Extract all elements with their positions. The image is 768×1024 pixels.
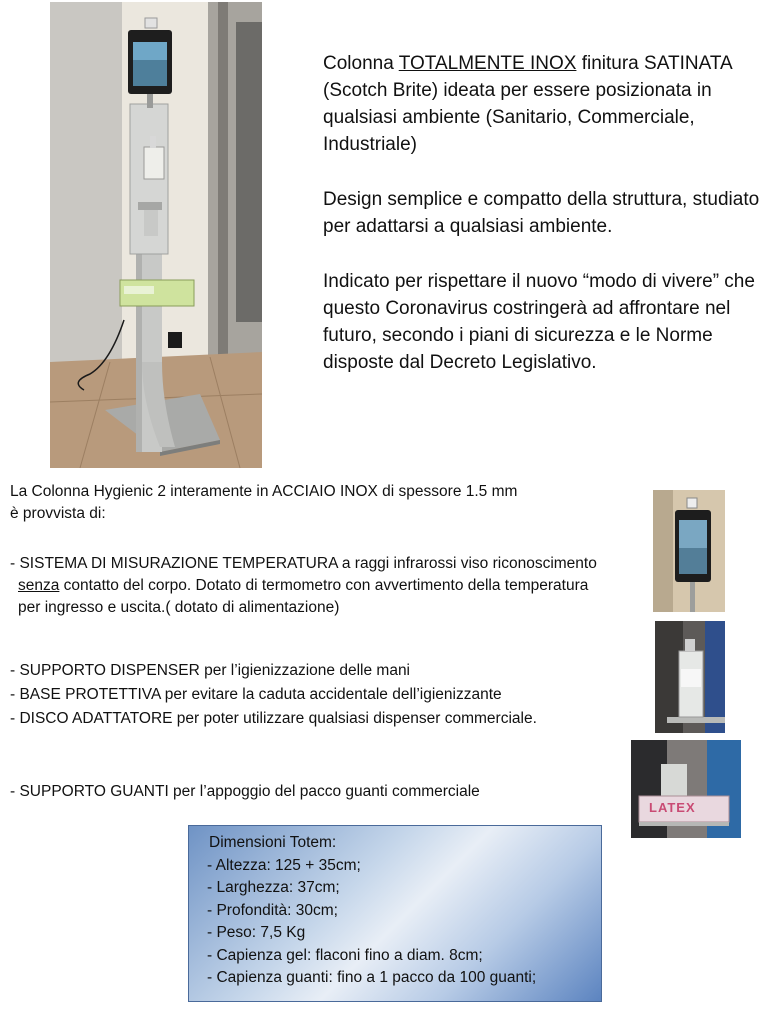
- intro-paragraph-2: [323, 186, 763, 240]
- totem-column-illustration: [50, 2, 262, 468]
- intro-p1-suffix: finitura SATINATA (Scotch Brite) ideata per essere posizionata in qualsiasi ambiente (Sanitario, Commerciale, Industriale): [323, 53, 732, 155]
- dimension-item: - Altezza: 125 + 35cm;: [207, 856, 361, 874]
- thumbnail-tablet: [653, 490, 725, 612]
- guanti-line: - SUPPORTO GUANTI per l’appoggio del pacco guanti commerciale: [10, 783, 480, 800]
- glove-box-label: LATEX: [649, 800, 696, 815]
- temp-line-1: - SISTEMA DI MISURAZIONE TEMPERATURA a raggi infrarossi viso riconoscimento: [10, 555, 597, 572]
- gel-bottle-thumbnail-image: [655, 621, 725, 733]
- base-line: - BASE PROTETTIVA per evitare la caduta accidentale dell’igienizzante: [10, 686, 502, 703]
- dimensions-box: [188, 825, 602, 1002]
- thumbnail-gel-bottle: [655, 621, 725, 733]
- intro-paragraph-1: [323, 50, 763, 158]
- temp-line-3: per ingresso e uscita.( dotato di alimentazione): [18, 599, 340, 616]
- intro-p3-text: Indicato per rispettare il nuovo “modo di vivere” che questo Coronavirus costringerà ad affrontare nel futuro, secondo i piani di sicurezza e le Norme disposte dal Decreto Legislativo.: [323, 271, 755, 373]
- disco-line: - DISCO ADATTATORE per poter utilizzare qualsiasi dispenser commerciale.: [10, 710, 537, 727]
- dimension-item: - Capienza gel: flaconi fino a diam. 8cm;: [207, 946, 483, 964]
- temp-underlined-word: senza: [18, 577, 60, 594]
- dimension-item: - Peso: 7,5 Kg: [207, 924, 306, 941]
- product-photo: [50, 2, 262, 468]
- thumbnail-glove-box: [631, 740, 741, 838]
- glove-box-thumbnail-image: [631, 740, 741, 838]
- tablet-thumbnail-image: [653, 490, 725, 612]
- dimension-item: - Larghezza: 37cm;: [207, 879, 340, 896]
- dimensions-title: Dimensioni Totem:: [209, 834, 337, 851]
- temp-line-2: [18, 575, 588, 597]
- body-line-2: è provvista di:: [10, 505, 106, 522]
- intro-p1-underlined: TOTALMENTE INOX: [398, 53, 577, 74]
- dimension-item: - Profondità: 30cm;: [207, 901, 338, 919]
- intro-p1-prefix: Colonna: [323, 53, 399, 74]
- intro-p2-text: Design semplice e compatto della struttura, studiato per adattarsi a qualsiasi ambiente.: [323, 189, 760, 237]
- temp-line-2-rest: contatto del corpo. Dotato di termometro con avvertimento della temperatura: [59, 577, 589, 594]
- dimension-item: - Capienza guanti: fino a 1 pacco da 100 guanti;: [207, 969, 537, 986]
- intro-paragraph-3: [323, 268, 763, 376]
- body-line-1: La Colonna Hygienic 2 interamente in ACCIAIO INOX di spessore 1.5 mm: [10, 483, 518, 500]
- dispenser-line: - SUPPORTO DISPENSER per l’igienizzazione delle mani: [10, 662, 411, 679]
